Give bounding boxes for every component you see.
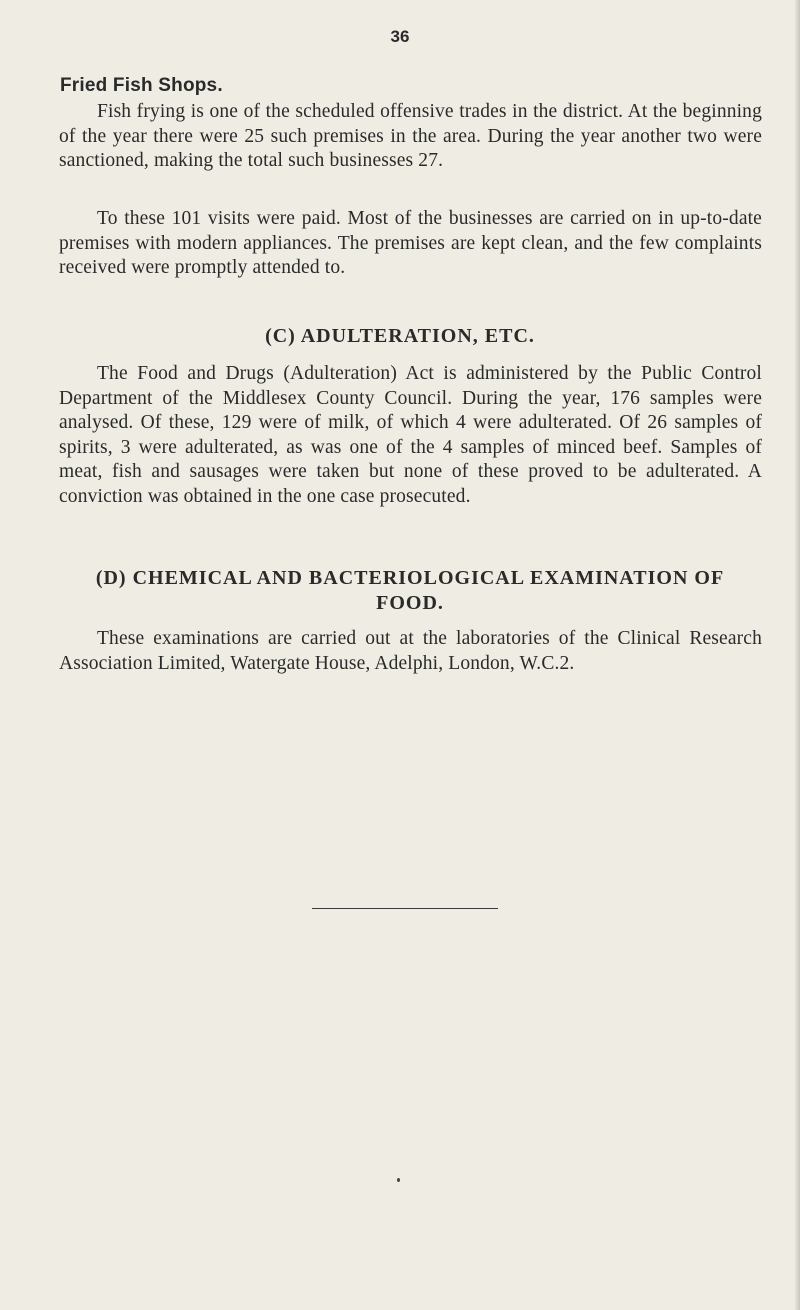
section-heading-examination: (D) CHEMICAL AND BACTERIOLOGICAL EXAMINATION OF FOOD.	[95, 567, 725, 614]
section-heading-adulteration: (C) ADULTERATION, ETC.	[265, 325, 535, 347]
paragraph-fish-frying: Fish frying is one of the scheduled offensive trades in the district. At the beginning of the year there were 25 such premises in the area. During the year another two were sanctioned, making the total such businesses 27.	[59, 101, 762, 171]
paragraph-examination: These examinations are carried out at the laboratories of the Clinical Research Association Limited, Watergate House, Adelphi, London, W.C.2.	[59, 628, 762, 674]
page-number: 36	[390, 27, 410, 46]
paragraph-adulteration: The Food and Drugs (Adulteration) Act is administered by the Public Control Department of the Middlesex County Council. During the year, 176 samples were analysed. Of these, 129 were of milk, of which 4 were adulterated. Of 26 samples of spirits, 3 were adulterated, as was one of the 4 samples of minced beef. Samples of meat, fish and sausages were taken but none of these proved to be adulterated. A conviction was obtained in the one case prosecuted.	[59, 363, 762, 507]
paragraph-visits: To these 101 visits were paid. Most of the businesses are carried on in up-to-date premises with modern appliances. The premises are kept clean, and the few complaints received were promptly attended to.	[59, 208, 762, 278]
page-edge-shadow	[794, 0, 800, 1310]
paper-speck	[397, 1178, 400, 1182]
divider-rule	[312, 908, 498, 909]
section-heading-fried-fish: Fried Fish Shops.	[60, 75, 223, 96]
